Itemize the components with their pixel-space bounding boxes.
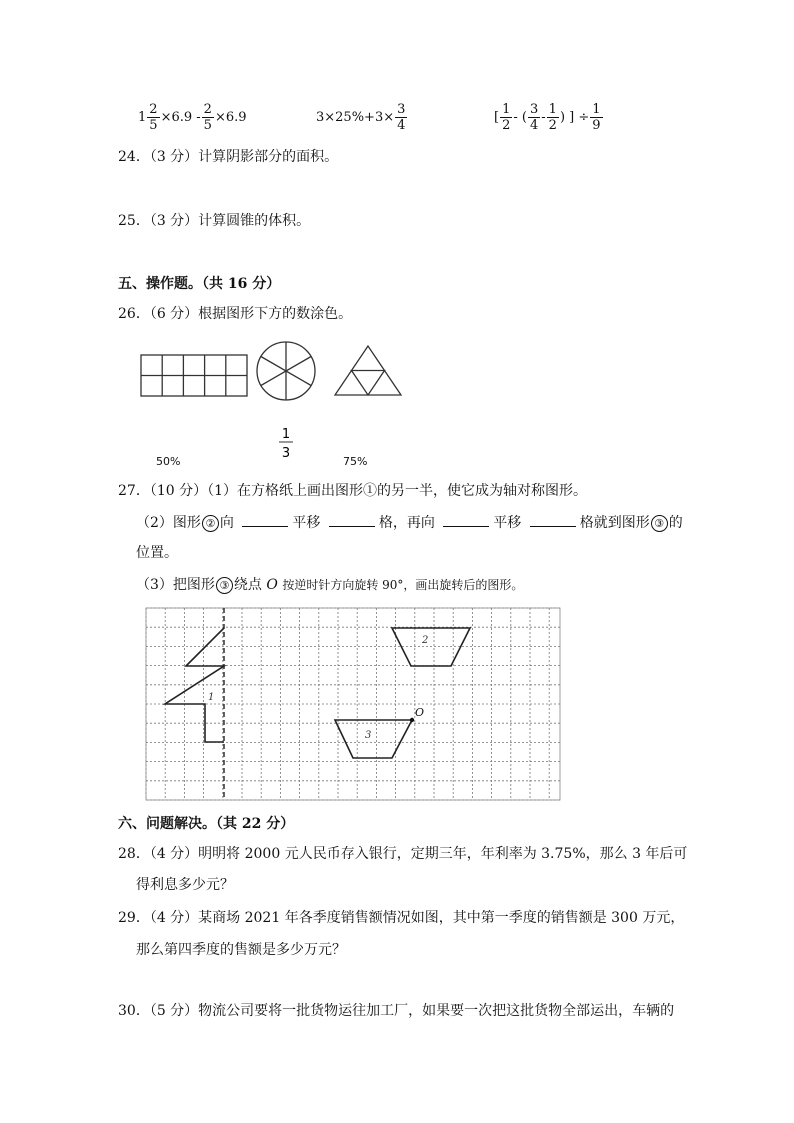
grid-lines bbox=[146, 608, 560, 800]
expr-text: ×6.9 bbox=[214, 110, 247, 125]
circled-number: ② bbox=[202, 515, 219, 532]
fraction: $\frac{2}{5}$ bbox=[149, 102, 158, 133]
question-25: 25．（3 分）计算圆锥的体积。 bbox=[118, 213, 311, 229]
text: （3）把图形 bbox=[136, 577, 215, 593]
fraction-denominator: 3 bbox=[281, 446, 291, 461]
triangle-shape bbox=[335, 346, 401, 395]
answer-blank[interactable] bbox=[242, 512, 288, 527]
fraction: $\frac{1}{2}$ bbox=[502, 102, 511, 133]
question-29-line2: 那么第四季度的售额是多少万元？ bbox=[136, 942, 346, 958]
question-24: 24．（3 分）计算阴影部分的面积。 bbox=[118, 149, 339, 165]
point-o-label: O bbox=[266, 577, 278, 593]
section-6-heading: 六、问题解决。（其 22 分） bbox=[118, 816, 295, 832]
fraction: $\frac{3}{4}$ bbox=[529, 102, 539, 133]
figure-1-label: 1 bbox=[208, 692, 215, 703]
grid-paper[interactable] bbox=[140, 604, 562, 804]
question-28-line1: 28．（4 分）明明将 2000 元人民币存入银行，定期三年，年利率为 3.75%，那么 3 年后可 bbox=[118, 846, 688, 862]
figure-2-trapezoid bbox=[392, 628, 470, 666]
circled-number: ③ bbox=[651, 515, 668, 532]
expression-2 bbox=[316, 102, 408, 133]
question-30-line1: 30．（5 分）物流公司要将一批货物运往加工厂，如果要一次把这批货物全部运出，车辆的 bbox=[118, 1003, 675, 1019]
question-27-part1: 27．（10 分）（1）在方格纸上画出图形①的另一半，使它成为轴对称图形。 bbox=[118, 483, 587, 499]
circled-number: ③ bbox=[216, 577, 233, 594]
circle-sectors-shape bbox=[257, 342, 315, 400]
fraction: $\frac{3}{4}$ bbox=[397, 102, 406, 133]
point-o bbox=[410, 718, 414, 722]
figure-3-trapezoid bbox=[335, 720, 412, 758]
text: 平移 bbox=[493, 515, 522, 531]
expr-text: ) ] ÷ bbox=[559, 110, 590, 125]
expr-text: - ( bbox=[513, 110, 527, 125]
fraction-numerator: 1 bbox=[281, 427, 291, 442]
question-27-part2 bbox=[136, 512, 683, 533]
text: 的 bbox=[668, 515, 683, 531]
label-50-percent: 50% bbox=[156, 455, 181, 468]
answer-blank[interactable] bbox=[329, 512, 375, 527]
rectangle-grid-shape bbox=[141, 355, 247, 396]
grid-border bbox=[146, 608, 560, 800]
point-o-label: O bbox=[415, 706, 425, 719]
question-27-part2-cont: 位置。 bbox=[136, 545, 178, 561]
text: 向 bbox=[219, 515, 234, 531]
fraction: $\frac{1}{9}$ bbox=[592, 102, 601, 133]
expression-1 bbox=[138, 102, 247, 133]
text: 格就到图形 bbox=[579, 515, 650, 531]
expr-text: ×6.9 - bbox=[160, 110, 201, 125]
text: 按逆时针方向旋转 90°，画出旋转后的图形。 bbox=[282, 578, 524, 592]
fraction: $\frac{2}{5}$ bbox=[203, 102, 212, 133]
expression-3 bbox=[494, 102, 604, 133]
whole-number: 1 bbox=[138, 110, 147, 125]
coloring-figures bbox=[135, 338, 405, 473]
text: 绕点 bbox=[233, 577, 262, 593]
expr-text: [ bbox=[494, 110, 500, 125]
question-29-line1: 29．（4 分）某商场 2021 年各季度销售额情况如图，其中第一季度的销售额是 300 万元， bbox=[118, 910, 685, 926]
figure-2-label: 2 bbox=[422, 635, 429, 646]
answer-blank[interactable] bbox=[443, 512, 489, 527]
fraction: $\frac{1}{2}$ bbox=[548, 102, 557, 133]
text: 平移 bbox=[292, 515, 321, 531]
question-27-part3 bbox=[136, 575, 523, 595]
question-28-line2: 得利息多少元？ bbox=[136, 877, 234, 893]
answer-blank[interactable] bbox=[530, 512, 576, 527]
expr-text: 3×25%+3× bbox=[316, 110, 395, 125]
figure-3-label: 3 bbox=[365, 730, 372, 741]
text: 格，再向 bbox=[378, 515, 435, 531]
section-5-heading: 五、操作题。（共 16 分） bbox=[118, 276, 281, 292]
expr-text: - bbox=[541, 110, 546, 125]
label-75-percent: 75% bbox=[343, 455, 368, 468]
text: （2）图形 bbox=[136, 515, 201, 531]
question-26: 26．（6 分）根据图形下方的数涂色。 bbox=[118, 306, 353, 322]
